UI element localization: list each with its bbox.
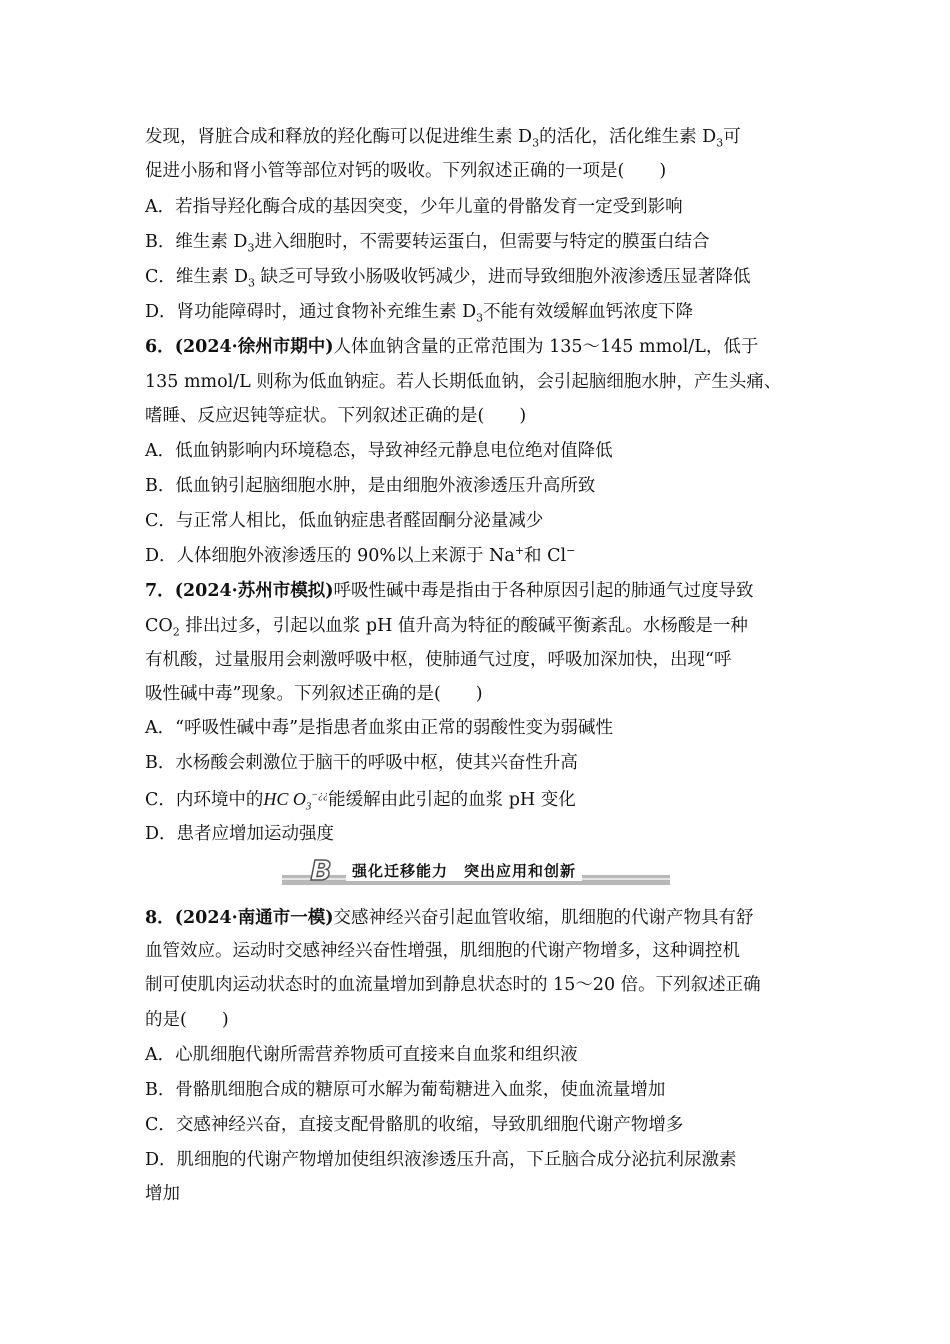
q8-stem-line-4: 的是( ) <box>145 1010 229 1030</box>
q8-stem-line-3: 制可使肌肉运动状态时的血流量增加到静息状态时的 15～20 倍。下列叙述正确 <box>145 975 761 995</box>
q8-option-c: C．交感神经兴奋，直接支配骨骼肌的收缩，导致肌细胞代谢产物增多 <box>145 1115 684 1135</box>
bicarbonate-formula: HC O <box>263 789 306 809</box>
q6-stem-line-1: 6．(2024·徐州市期中)人体血钠含量的正常范围为 135～145 mmol/L，低于 <box>145 337 759 357</box>
q7-source: (2024·苏州市模拟) <box>174 581 334 601</box>
q5-option-d: D．肾功能障碍时，通过食物补充维生素 $D_3$不能有效缓解血钙浓度下降 <box>145 302 694 325</box>
q8-option-d-line-1: D．肌细胞的代谢产物增加使组织液渗透压升高，下丘脑合成分泌抗利尿激素 <box>145 1150 737 1170</box>
banner-title: 强化迁移能力 突出应用和创新 <box>346 860 582 881</box>
q6-stem-line-3: 嗜睡、反应迟钝等症状。下列叙述正确的是( ) <box>145 406 527 426</box>
q6-option-a: A．低血钠影响内环境稳态，导致神经元静息电位绝对值降低 <box>145 441 613 461</box>
q7-option-a: A．“呼吸性碱中毒”是指患者血浆由正常的弱酸性变为弱碱性 <box>145 718 614 738</box>
q6-number: 6． <box>145 337 175 357</box>
section-banner <box>282 856 670 890</box>
q7-option-d: D．患者应增加运动强度 <box>145 824 335 844</box>
q6-option-c: C．与正常人相比，低血钠症患者醛固酮分泌量减少 <box>145 511 544 531</box>
q7-stem-line-1: 7．(2024·苏州市模拟)呼吸性碱中毒是指由于各种原因引起的肺通气过度导致 <box>145 581 754 601</box>
q5-option-b: B．维生素 $D_3$进入细胞时，不需要转运蛋白，但需要与特定的膜蛋白结合 <box>145 232 710 255</box>
q8-option-d-line-2: 增加 <box>145 1184 180 1204</box>
q8-number: 8． <box>145 908 175 928</box>
q8-option-a: A．心肌细胞代谢所需营养物质可直接来自血浆和组织液 <box>145 1045 578 1065</box>
q7-option-c: C．内环境中的HC $O_3^{-¿¿}$能缓解由此引起的血浆 pH 变化 <box>145 789 576 813</box>
section-b-icon: B <box>310 854 332 887</box>
q7-stem-line-3: 有机酸，过量服用会刺激呼吸中枢，使肺通气过度，呼吸加深加快，出现“呼 <box>145 650 732 670</box>
q7-option-b: B．水杨酸会刺激位于脑干的呼吸中枢，使其兴奋性升高 <box>145 753 578 773</box>
q8-stem-line-1: 8．(2024·南通市一模)交感神经兴奋引起血管收缩，肌细胞的代谢产物具有舒 <box>145 908 754 928</box>
q5-option-c: C．维生素 $D_3$ 缺乏可导致小肠吸收钙减少，进而导致细胞外液渗透压显著降低 <box>145 267 751 290</box>
q8-option-b: B．骨骼肌细胞合成的糖原可水解为葡萄糖进入血浆，使血流量增加 <box>145 1080 666 1100</box>
q8-source: (2024·南通市一模) <box>174 908 334 928</box>
q5-stem-line-1: 发现，肾脏合成和释放的羟化酶可以促进维生素 $D_3$的活化，活化维生素 $D_3$可 <box>145 127 741 150</box>
q8-stem-line-2: 血管效应。运动时交感神经兴奋性增强，肌细胞的代谢产物增多，这种调控机 <box>145 941 740 961</box>
q6-option-d: D．人体细胞外液渗透压的 90%以上来源于 Na+和 Cl− <box>145 544 576 566</box>
q7-stem-line-4: 吸性碱中毒”现象。下列叙述正确的是( ) <box>145 684 483 704</box>
q7-stem-line-2: $CO_2$ 排出过多，引起以血浆 pH 值升高为特征的酸碱平衡紊乱。水杨酸是一种 <box>145 616 748 639</box>
q5-stem-line-2: 促进小肠和肾小管等部位对钙的吸收。下列叙述正确的一项是( ) <box>145 161 667 181</box>
q5-option-a: A．若指导羟化酶合成的基因突变，少年儿童的骨骼发育一定受到影响 <box>145 197 683 217</box>
q6-source: (2024·徐州市期中) <box>174 337 334 357</box>
q6-stem-line-2: 135 mmol/L 则称为低血钠症。若人长期低血钠，会引起脑细胞水肿，产生头痛、 <box>145 372 782 392</box>
q6-option-b: B．低血钠引起脑细胞水肿，是由细胞外液渗透压升高所致 <box>145 476 596 496</box>
q7-number: 7． <box>145 581 175 601</box>
